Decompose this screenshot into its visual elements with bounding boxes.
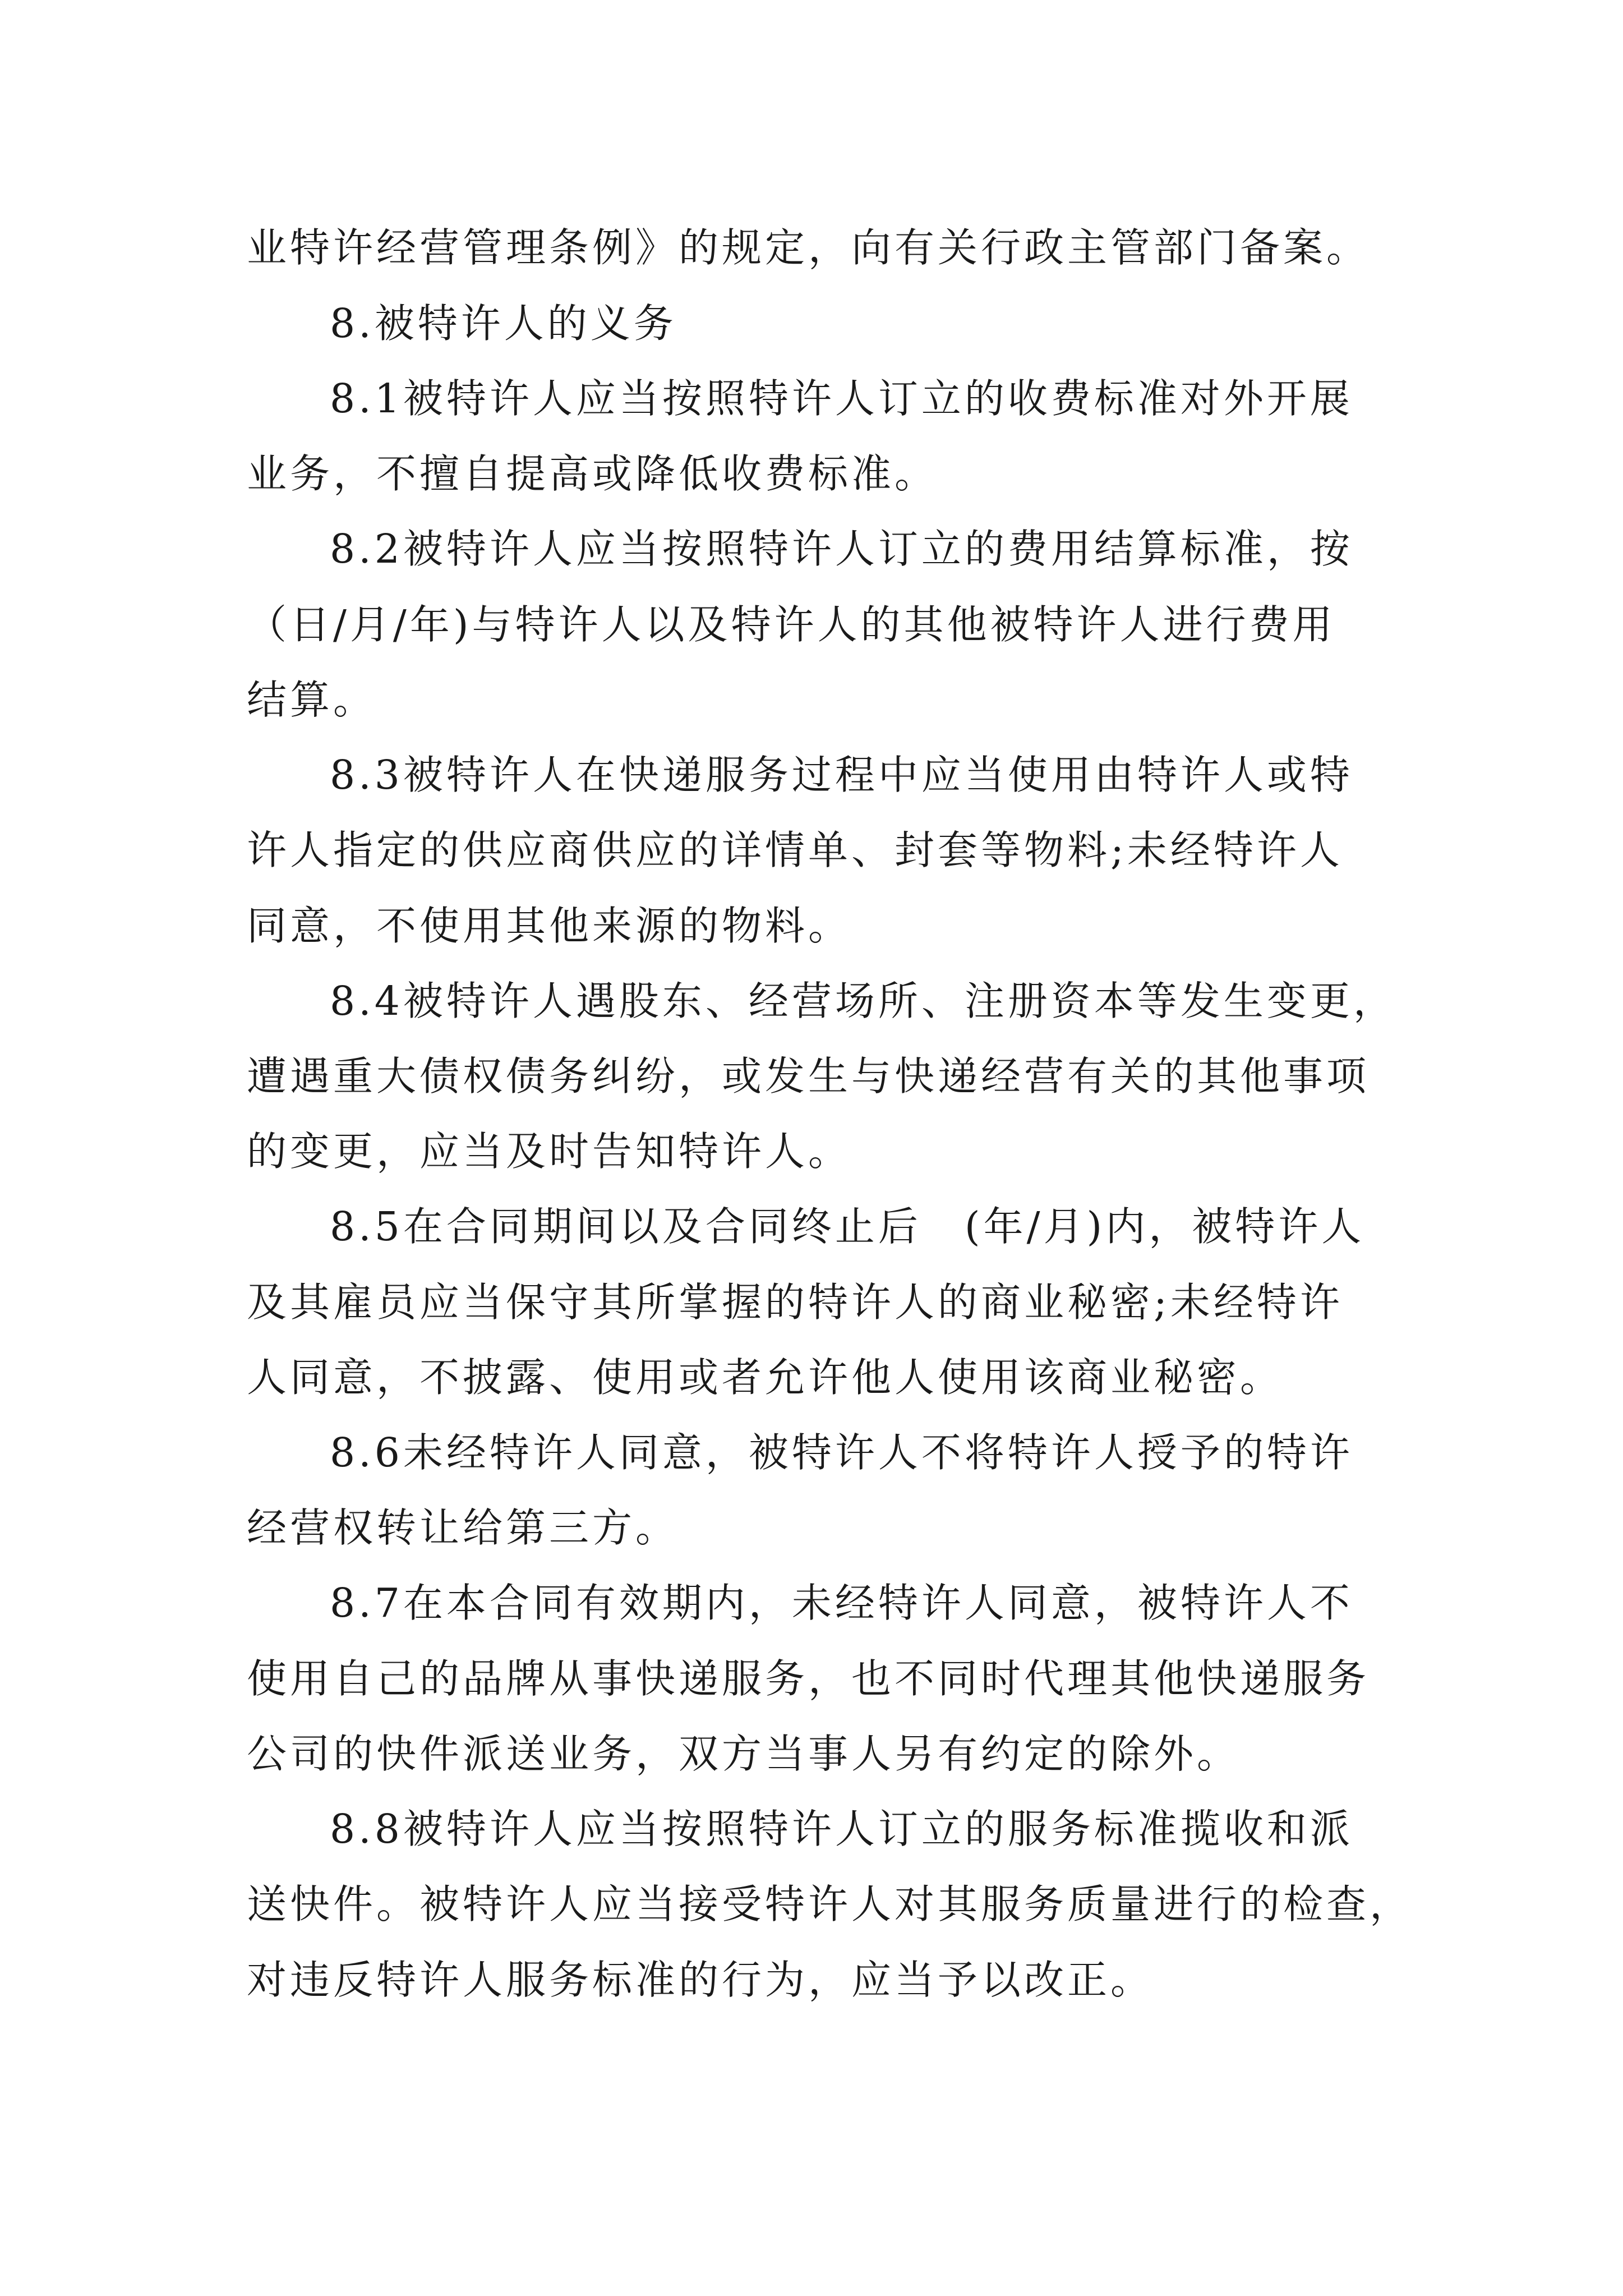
paragraph-line: 业特许经营管理条例》的规定，向有关行政主管部门备案。 (247, 224, 1370, 271)
paragraph-line: 结算。 (247, 677, 377, 723)
paragraph-line: 8.4被特许人遇股东、经营场所、注册资本等发生变更， (330, 978, 1396, 1024)
paragraph-line: 业务，不擅自提高或降低收费标准。 (247, 450, 938, 497)
paragraph-line: 公司的快件派送业务，双方当事人另有约定的除外。 (247, 1731, 1241, 1777)
section-heading: 8.被特许人的义务 (330, 300, 677, 347)
paragraph-line: （日/月/年)与特许人以及特许人的其他被特许人进行费用 (247, 601, 1336, 648)
paragraph-line: 许人指定的供应商供应的详情单、封套等物料;未经特许人 (247, 827, 1343, 873)
paragraph-line: 人同意，不披露、使用或者允许他人使用该商业秘密。 (247, 1354, 1284, 1401)
paragraph-line: 对违反特许人服务标准的行为，应当予以改正。 (247, 1957, 1154, 2003)
paragraph-line: 使用自己的品牌从事快递服务，也不同时代理其他快递服务 (247, 1655, 1370, 1702)
paragraph-line: 8.6未经特许人同意，被特许人不将特许人授予的特许 (330, 1429, 1353, 1476)
paragraph-line: 同意，不使用其他来源的物料。 (247, 903, 852, 949)
paragraph-line: 及其雇员应当保守其所掌握的特许人的商业秘密;未经特许 (247, 1279, 1343, 1326)
paragraph-line: 送快件。被特许人应当接受特许人对其服务质量进行的检查， (247, 1881, 1413, 1927)
paragraph-line: 8.1被特许人应当按照特许人订立的收费标准对外开展 (330, 375, 1353, 422)
paragraph-line: 8.3被特许人在快递服务过程中应当使用由特许人或特 (330, 752, 1353, 798)
paragraph-line: 8.7在本合同有效期内，未经特许人同意，被特许人不 (330, 1580, 1353, 1626)
paragraph-line: 8.5在合同期间以及合同终止后 (年/月)内，被特许人 (330, 1203, 1365, 1250)
paragraph-line: 经营权转让给第三方。 (247, 1504, 679, 1551)
paragraph-line: 遭遇重大债权债务纠纷，或发生与快递经营有关的其他事项 (247, 1053, 1370, 1099)
paragraph-line: 的变更，应当及时告知特许人。 (247, 1128, 852, 1175)
paragraph-line: 8.8被特许人应当按照特许人订立的服务标准揽收和派 (330, 1806, 1353, 1852)
paragraph-line: 8.2被特许人应当按照特许人订立的费用结算标准，按 (330, 526, 1353, 572)
